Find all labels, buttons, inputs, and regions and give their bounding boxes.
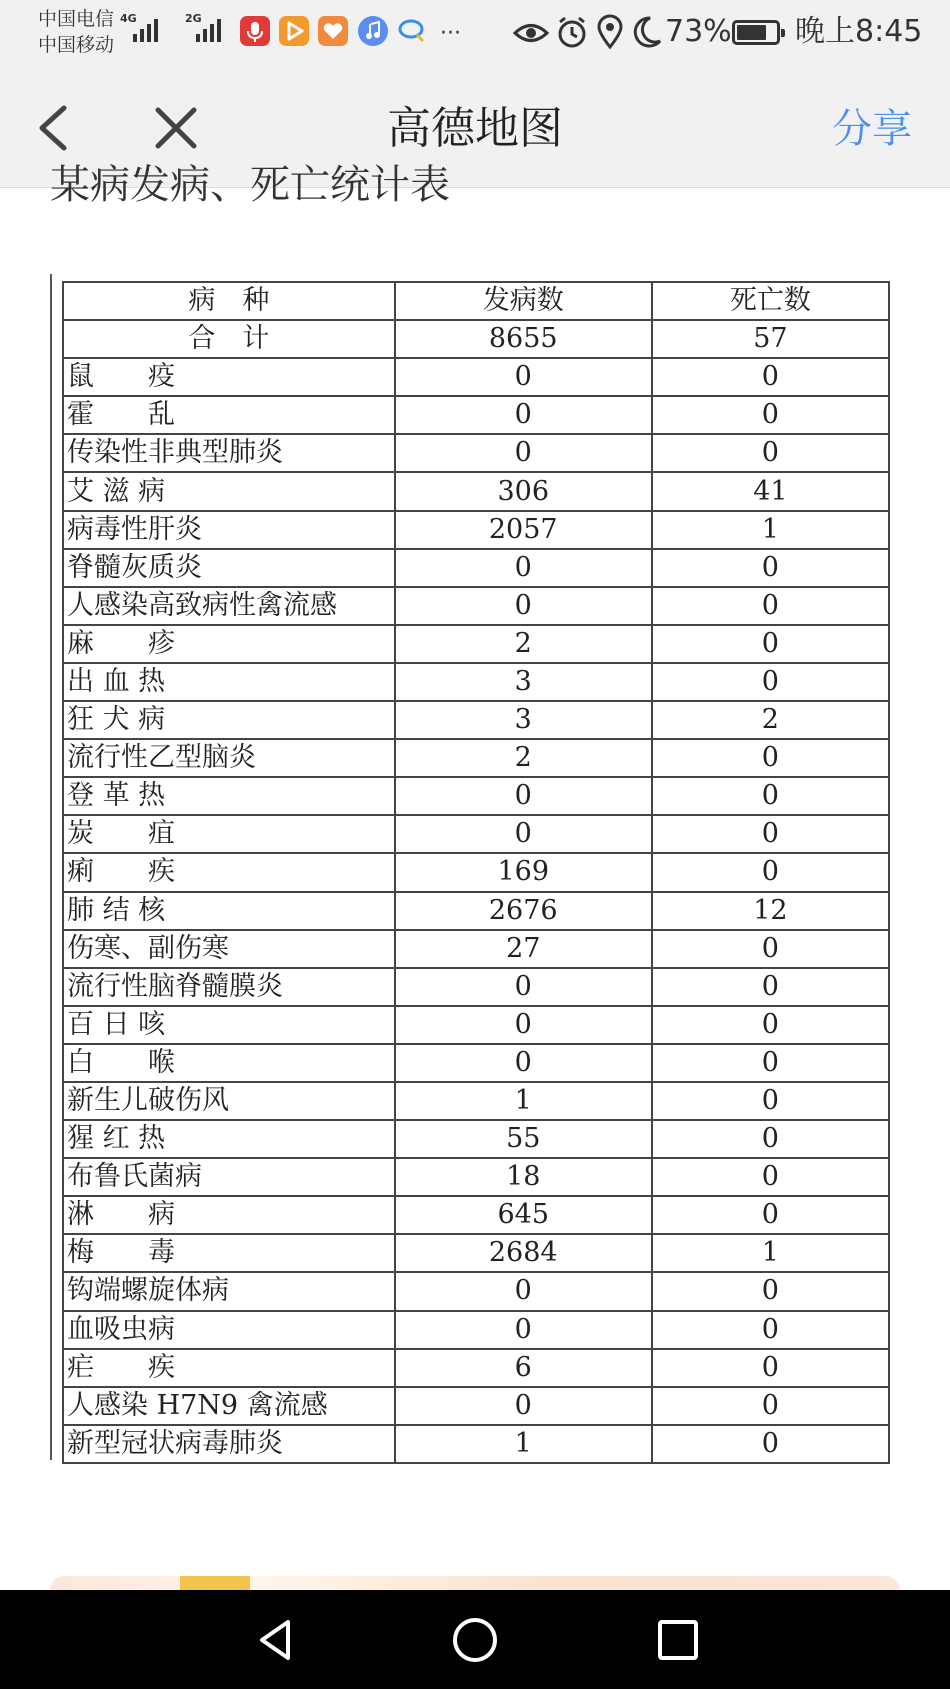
table-row [63,930,889,968]
cases-cell: 0 [395,815,652,853]
table-header-row [63,282,889,320]
chat-app-icon [397,16,427,46]
nav-home-button[interactable] [447,1612,503,1668]
cases-cell: 0 [395,358,652,396]
deaths-cell: 0 [652,396,889,434]
table-row [63,1120,889,1158]
cases-cell: 0 [395,434,652,472]
table-row [63,587,889,625]
table-row [63,511,889,549]
signal-1-icon [133,14,158,42]
page-title: 高德地图 [387,103,563,154]
disease-name-cell: 伤寒、副伤寒 [63,930,395,968]
disease-name-cell: 新型冠状病毒肺炎 [63,1425,395,1463]
table-row [63,549,889,587]
disease-name-cell: 梅 毒 [63,1234,395,1272]
nav-recents-button[interactable] [650,1612,706,1668]
cases-cell: 2684 [395,1234,652,1272]
disease-name-cell: 流行性乙型脑炎 [63,739,395,777]
battery-icon [732,20,780,45]
disease-statistics-table [62,281,890,1464]
article-heading: 某病发病、死亡统计表 [50,162,450,208]
cases-cell: 2676 [395,892,652,930]
disease-name-cell: 流行性脑脊髓膜炎 [63,968,395,1006]
cases-cell: 6 [395,1349,652,1387]
deaths-cell: 0 [652,930,889,968]
cases-cell: 0 [395,1044,652,1082]
cases-cell: 2057 [395,511,652,549]
music-app-icon [358,16,388,46]
recents-square-icon [650,1612,706,1668]
disease-name-cell: 狂 犬 病 [63,701,395,739]
deaths-cell: 0 [652,1044,889,1082]
header-cases: 发病数 [395,282,652,320]
disease-name-cell: 鼠 疫 [63,358,395,396]
total-row [63,320,889,358]
table-row [63,1311,889,1349]
disease-name-cell: 布鲁氏菌病 [63,1158,395,1196]
cases-cell: 3 [395,701,652,739]
video-app-icon [279,16,309,46]
disease-name-cell: 传染性非典型肺炎 [63,434,395,472]
disease-name-cell: 百 日 咳 [63,1006,395,1044]
deaths-cell: 0 [652,1006,889,1044]
deaths-cell: 0 [652,777,889,815]
deaths-cell: 0 [652,1311,889,1349]
carrier-info [38,6,114,58]
table-row [63,892,889,930]
table-row [63,853,889,891]
disease-name-cell: 炭 疽 [63,815,395,853]
disease-name-cell: 人感染 H7N9 禽流感 [63,1387,395,1425]
deaths-cell: 0 [652,663,889,701]
health-app-icon [318,16,348,46]
total-cases: 8655 [395,320,652,358]
cases-cell: 645 [395,1196,652,1234]
carrier-2: 中国移动 [38,34,115,56]
table-row [63,1425,889,1463]
back-triangle-icon [248,1612,304,1668]
deaths-cell: 0 [652,1425,889,1463]
table-row [63,1044,889,1082]
cases-cell: 0 [395,549,652,587]
deaths-cell: 0 [652,1082,889,1120]
table-row [63,777,889,815]
document-left-rule [50,274,52,1460]
deaths-cell: 2 [652,701,889,739]
alarm-icon [556,15,588,49]
cases-cell: 0 [395,587,652,625]
disease-name-cell: 麻 疹 [63,625,395,663]
disease-name-cell: 脊髓灰质炎 [63,549,395,587]
deaths-cell: 0 [652,549,889,587]
webview-content[interactable] [0,162,950,1590]
disease-name-cell: 新生儿破伤风 [63,1082,395,1120]
table-row [63,1082,889,1120]
deaths-cell: 0 [652,358,889,396]
cases-cell: 2 [395,625,652,663]
table-row [63,1387,889,1425]
cases-cell: 0 [395,968,652,1006]
disease-name-cell: 钩端螺旋体病 [63,1272,395,1310]
disease-name-cell: 淋 病 [63,1196,395,1234]
deaths-cell: 1 [652,1234,889,1272]
disease-name-cell: 出 血 热 [63,663,395,701]
cases-cell: 0 [395,777,652,815]
deaths-cell: 12 [652,892,889,930]
disease-name-cell: 血吸虫病 [63,1311,395,1349]
system-nav-bar [0,1590,950,1689]
disease-name-cell: 疟 疾 [63,1349,395,1387]
cases-cell: 3 [395,663,652,701]
deaths-cell: 0 [652,625,889,663]
disease-name-cell: 登 革 热 [63,777,395,815]
table-row [63,434,889,472]
cases-cell: 1 [395,1082,652,1120]
signal-2-icon [196,14,221,42]
carrier-1: 中国电信 [38,8,115,30]
status-bar [0,0,950,64]
deaths-cell: 0 [652,815,889,853]
disease-name-cell: 肺 结 核 [63,892,395,930]
overflow-dots: ··· [440,21,461,46]
disease-name-cell: 人感染高致病性禽流感 [63,587,395,625]
cases-cell: 0 [395,396,652,434]
deaths-cell: 1 [652,511,889,549]
cases-cell: 27 [395,930,652,968]
cases-cell: 1 [395,1425,652,1463]
battery-percent: 73% [665,14,732,49]
table-row [63,396,889,434]
cases-cell: 306 [395,472,652,510]
cases-cell: 18 [395,1158,652,1196]
table-row [63,1349,889,1387]
cases-cell: 2 [395,739,652,777]
cases-cell: 55 [395,1120,652,1158]
disease-name-cell: 痢 疾 [63,853,395,891]
home-circle-icon [447,1612,503,1668]
table-row [63,663,889,701]
table-row [63,968,889,1006]
deaths-cell: 0 [652,1349,889,1387]
deaths-cell: 0 [652,853,889,891]
header-deaths: 死亡数 [652,282,889,320]
deaths-cell: 0 [652,968,889,1006]
cases-cell: 0 [395,1387,652,1425]
eye-comfort-icon [513,18,549,48]
recorder-app-icon [240,16,270,46]
disease-name-cell: 白 喉 [63,1044,395,1082]
disease-name-cell: 病毒性肝炎 [63,511,395,549]
table-row [63,1006,889,1044]
total-deaths: 57 [652,320,889,358]
deaths-cell: 0 [652,1120,889,1158]
deaths-cell: 0 [652,1272,889,1310]
deaths-cell: 0 [652,434,889,472]
table-row [63,1272,889,1310]
deaths-cell: 41 [652,472,889,510]
table-row [63,815,889,853]
cases-cell: 0 [395,1311,652,1349]
deaths-cell: 0 [652,587,889,625]
table-row [63,358,889,396]
share-button[interactable]: 分享 [832,106,912,152]
network-1-label: 4G [120,12,137,25]
clock: 晚上8:45 [795,14,923,49]
disease-name-cell: 艾 滋 病 [63,472,395,510]
table-row [63,1234,889,1272]
table-row [63,472,889,510]
deaths-cell: 0 [652,1387,889,1425]
cases-cell: 0 [395,1272,652,1310]
nav-back-button[interactable] [248,1612,304,1668]
table-row [63,1196,889,1234]
location-icon [597,15,623,49]
deaths-cell: 0 [652,1196,889,1234]
cases-cell: 169 [395,853,652,891]
deaths-cell: 0 [652,739,889,777]
do-not-disturb-moon-icon [630,15,662,49]
deaths-cell: 0 [652,1158,889,1196]
table-row [63,739,889,777]
cases-cell: 0 [395,1006,652,1044]
total-label: 合 计 [63,320,395,358]
table-row [63,701,889,739]
table-row [63,1158,889,1196]
disease-name-cell: 霍 乱 [63,396,395,434]
header-disease: 病 种 [63,282,395,320]
network-2-label: 2G [185,12,202,25]
table-row [63,625,889,663]
disease-name-cell: 猩 红 热 [63,1120,395,1158]
